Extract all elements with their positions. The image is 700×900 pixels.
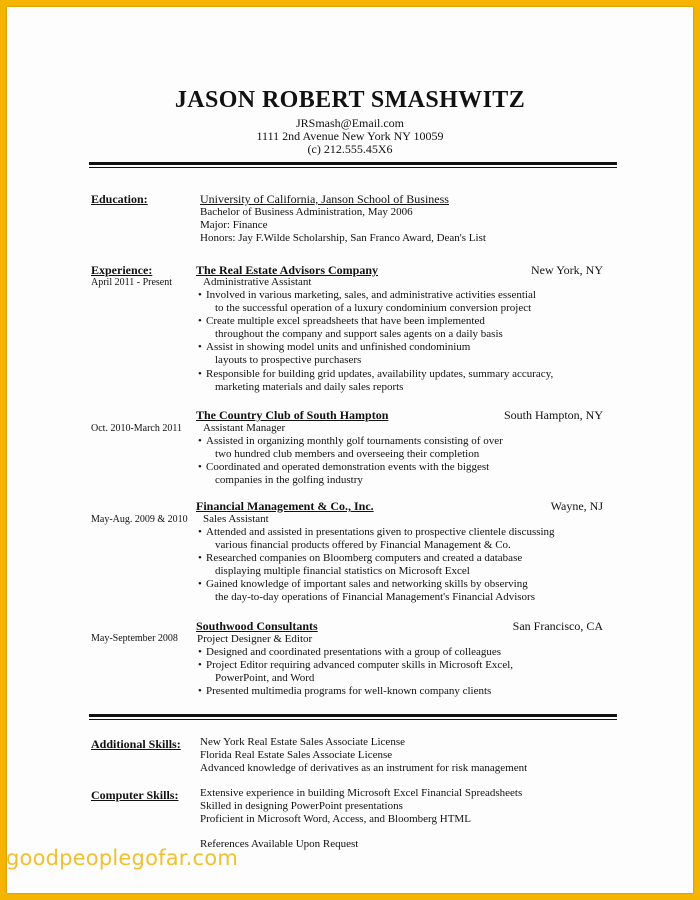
job-bullet-cont: throughout the company and support sales agents on a daily basis — [215, 328, 503, 340]
job-bullet-cont: PowerPoint, and Word — [215, 672, 315, 684]
job-bullet-cont: the day-to-day operations of Financial Management's Financial Advisors — [215, 591, 535, 603]
job-company: The Real Estate Advisors Company — [196, 263, 379, 277]
job-bullet-cont: two hundred club members and overseeing their completion — [215, 448, 480, 460]
job-role: Project Designer & Editor — [197, 633, 313, 645]
honors: Honors: Jay F.Wilde Scholarship, San Franco Award, Dean's List — [200, 232, 486, 244]
job-bullet: • Project Editor requiring advanced computer skills in Microsoft Excel, — [206, 659, 513, 671]
job-dates: April 2011 - Present — [91, 277, 173, 288]
job-bullet: • Assisted in organizing monthly golf tournaments consisting of over — [206, 435, 503, 447]
computer-skill: Extensive experience in building Microsoft Excel Financial Spreadsheets — [200, 787, 523, 799]
job-dates: Oct. 2010-March 2011 — [91, 423, 182, 434]
job-location: New York, NY — [530, 263, 603, 277]
job-bullet-cont: companies in the golfing industry — [215, 474, 363, 486]
additional-skill: New York Real Estate Sales Associate License — [200, 736, 405, 748]
job-location: South Hampton, NY — [504, 408, 603, 422]
computer-skills-label: Computer Skills: — [91, 788, 179, 802]
header-rule-thin — [89, 167, 617, 168]
references: References Available Upon Request — [200, 838, 359, 850]
job-location: Wayne, NJ — [550, 499, 603, 513]
resume-page — [7, 7, 693, 893]
job-bullet: • Involved in various marketing, sales, and administrative activities essential — [206, 289, 536, 301]
degree: Bachelor of Business Administration, May 2006 — [200, 206, 413, 218]
job-bullet: • Researched companies on Bloomberg computers and created a database — [206, 552, 522, 564]
watermark: goodpeoplegofar.com — [6, 846, 239, 870]
education-label: Education: — [91, 192, 148, 206]
job-bullet: • Coordinated and operated demonstration events with the biggest — [206, 461, 489, 473]
job-company: Southwood Consultants — [196, 619, 318, 633]
section-rule-thick — [89, 714, 617, 717]
job-location: San Francisco, CA — [512, 619, 603, 633]
email: JRSmash@Email.com — [295, 116, 405, 130]
job-bullet-cont: layouts to prospective purchasers — [215, 354, 362, 366]
job-bullet: • Responsible for building grid updates, availability updates, summary accuracy, — [206, 368, 553, 380]
job-bullet: • Presented multimedia programs for well-known company clients — [206, 685, 491, 697]
school: University of California, Janson School of Business — [200, 192, 449, 206]
job-bullet-cont: various financial products offered by Financial Management & Co. — [215, 539, 511, 551]
job-bullet: • Assist in showing model units and unfinished condominium — [206, 341, 470, 353]
job-bullet: • Create multiple excel spreadsheets that have been implemented — [206, 315, 485, 327]
section-rule-thin — [89, 719, 617, 720]
job-bullet: • Designed and coordinated presentations with a group of colleagues — [206, 646, 501, 658]
experience-label: Experience: — [91, 263, 153, 277]
address: 1111 2nd Avenue New York NY 10059 — [256, 129, 444, 143]
computer-skill: Skilled in designing PowerPoint presentations — [200, 800, 403, 812]
resume-name: JASON ROBERT SMASHWITZ — [174, 87, 526, 113]
job-bullet: • Attended and assisted in presentations given to prospective clientele discussing — [206, 526, 555, 538]
additional-skill: Florida Real Estate Sales Associate License — [200, 749, 393, 761]
header-rule-thick — [89, 162, 617, 165]
additional-skill: Advanced knowledge of derivatives as an instrument for risk management — [200, 762, 528, 774]
computer-skill: Proficient in Microsoft Word, Access, and Bloomberg HTML — [200, 813, 471, 825]
phone: (c) 212.555.45X6 — [307, 142, 393, 156]
job-bullet: • Gained knowledge of important sales and networking skills by observing — [206, 578, 528, 590]
job-bullet-cont: marketing materials and daily sales reports — [215, 381, 404, 393]
job-company: Financial Management & Co., Inc. — [196, 499, 374, 513]
job-role: Administrative Assistant — [203, 276, 312, 288]
job-dates: May-Aug. 2009 & 2010 — [91, 514, 188, 525]
job-company: The Country Club of South Hampton — [196, 408, 389, 422]
job-role: Sales Assistant — [203, 513, 269, 525]
job-dates: May-September 2008 — [91, 633, 178, 644]
job-bullet-cont: to the successful operation of a luxury condominium conversion project — [215, 302, 532, 314]
major: Major: Finance — [200, 219, 268, 231]
additional-skills-label: Additional Skills: — [91, 737, 181, 751]
job-role: Assistant Manager — [203, 422, 286, 434]
job-bullet-cont: displaying multiple financial statistics on Microsoft Excel — [215, 565, 470, 577]
